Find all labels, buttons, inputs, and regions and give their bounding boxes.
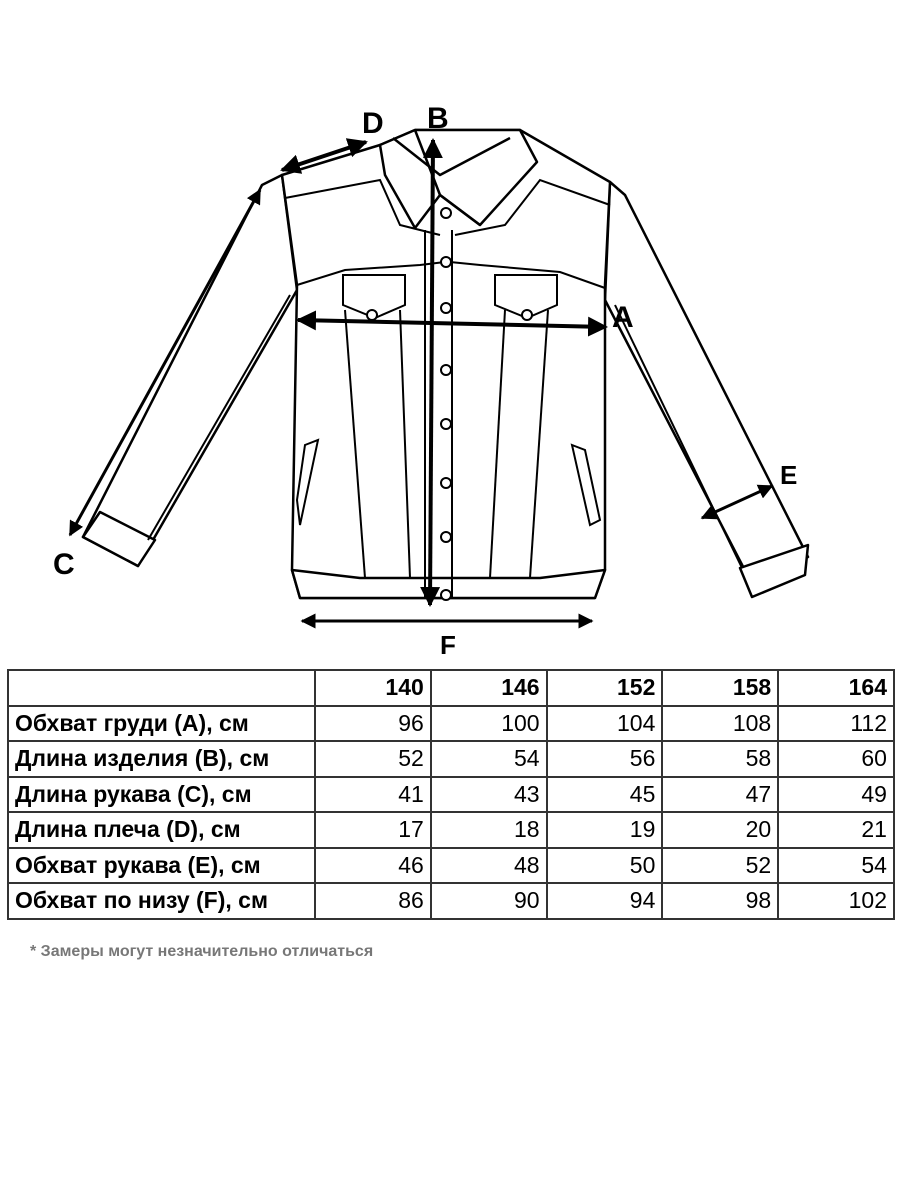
param-label: Обхват груди (A), см bbox=[8, 706, 315, 742]
label-d: D bbox=[362, 107, 384, 140]
value-cell: 45 bbox=[547, 777, 663, 813]
value-cell: 18 bbox=[431, 812, 547, 848]
label-e: E bbox=[780, 460, 798, 490]
value-cell: 54 bbox=[778, 848, 894, 884]
value-cell: 20 bbox=[662, 812, 778, 848]
value-cell: 49 bbox=[778, 777, 894, 813]
table-row bbox=[8, 883, 894, 919]
value-cell: 112 bbox=[778, 706, 894, 742]
value-cell: 50 bbox=[547, 848, 663, 884]
value-cell: 52 bbox=[315, 741, 431, 777]
value-cell: 60 bbox=[778, 741, 894, 777]
value-cell: 86 bbox=[315, 883, 431, 919]
value-cell: 43 bbox=[431, 777, 547, 813]
value-cell: 96 bbox=[315, 706, 431, 742]
size-header-cell: 152 bbox=[547, 670, 663, 706]
table-row bbox=[8, 706, 894, 742]
value-cell: 104 bbox=[547, 706, 663, 742]
size-chart-table bbox=[7, 669, 895, 920]
size-header-row bbox=[8, 670, 894, 706]
value-cell: 100 bbox=[431, 706, 547, 742]
value-cell: 94 bbox=[547, 883, 663, 919]
value-cell: 47 bbox=[662, 777, 778, 813]
value-cell: 56 bbox=[547, 741, 663, 777]
value-cell: 52 bbox=[662, 848, 778, 884]
size-header-cell: 164 bbox=[778, 670, 894, 706]
param-label: Длина рукава (C), см bbox=[8, 777, 315, 813]
table-row bbox=[8, 848, 894, 884]
table-row bbox=[8, 777, 894, 813]
value-cell: 102 bbox=[778, 883, 894, 919]
value-cell: 41 bbox=[315, 777, 431, 813]
value-cell: 46 bbox=[315, 848, 431, 884]
value-cell: 17 bbox=[315, 812, 431, 848]
table-row bbox=[8, 741, 894, 777]
size-header-cell: 158 bbox=[662, 670, 778, 706]
label-f: F bbox=[440, 630, 456, 660]
measurement-footnote: * Замеры могут незначительно отличаться bbox=[30, 943, 374, 960]
jacket-outline bbox=[83, 130, 808, 598]
value-cell: 19 bbox=[547, 812, 663, 848]
size-header-cell: 140 bbox=[315, 670, 431, 706]
label-b: B bbox=[427, 102, 449, 135]
value-cell: 48 bbox=[431, 848, 547, 884]
label-c: C bbox=[53, 548, 75, 581]
table-row bbox=[8, 812, 894, 848]
value-cell: 58 bbox=[662, 741, 778, 777]
size-header-cell: 146 bbox=[431, 670, 547, 706]
value-cell: 108 bbox=[662, 706, 778, 742]
value-cell: 90 bbox=[431, 883, 547, 919]
label-a: A bbox=[612, 301, 634, 334]
param-label: Обхват рукава (E), см bbox=[8, 848, 315, 884]
param-label: Длина изделия (B), см bbox=[8, 741, 315, 777]
param-label: Обхват по низу (F), см bbox=[8, 883, 315, 919]
param-label: Длина плеча (D), см bbox=[8, 812, 315, 848]
header-empty-cell bbox=[8, 670, 315, 706]
value-cell: 54 bbox=[431, 741, 547, 777]
value-cell: 21 bbox=[778, 812, 894, 848]
value-cell: 98 bbox=[662, 883, 778, 919]
